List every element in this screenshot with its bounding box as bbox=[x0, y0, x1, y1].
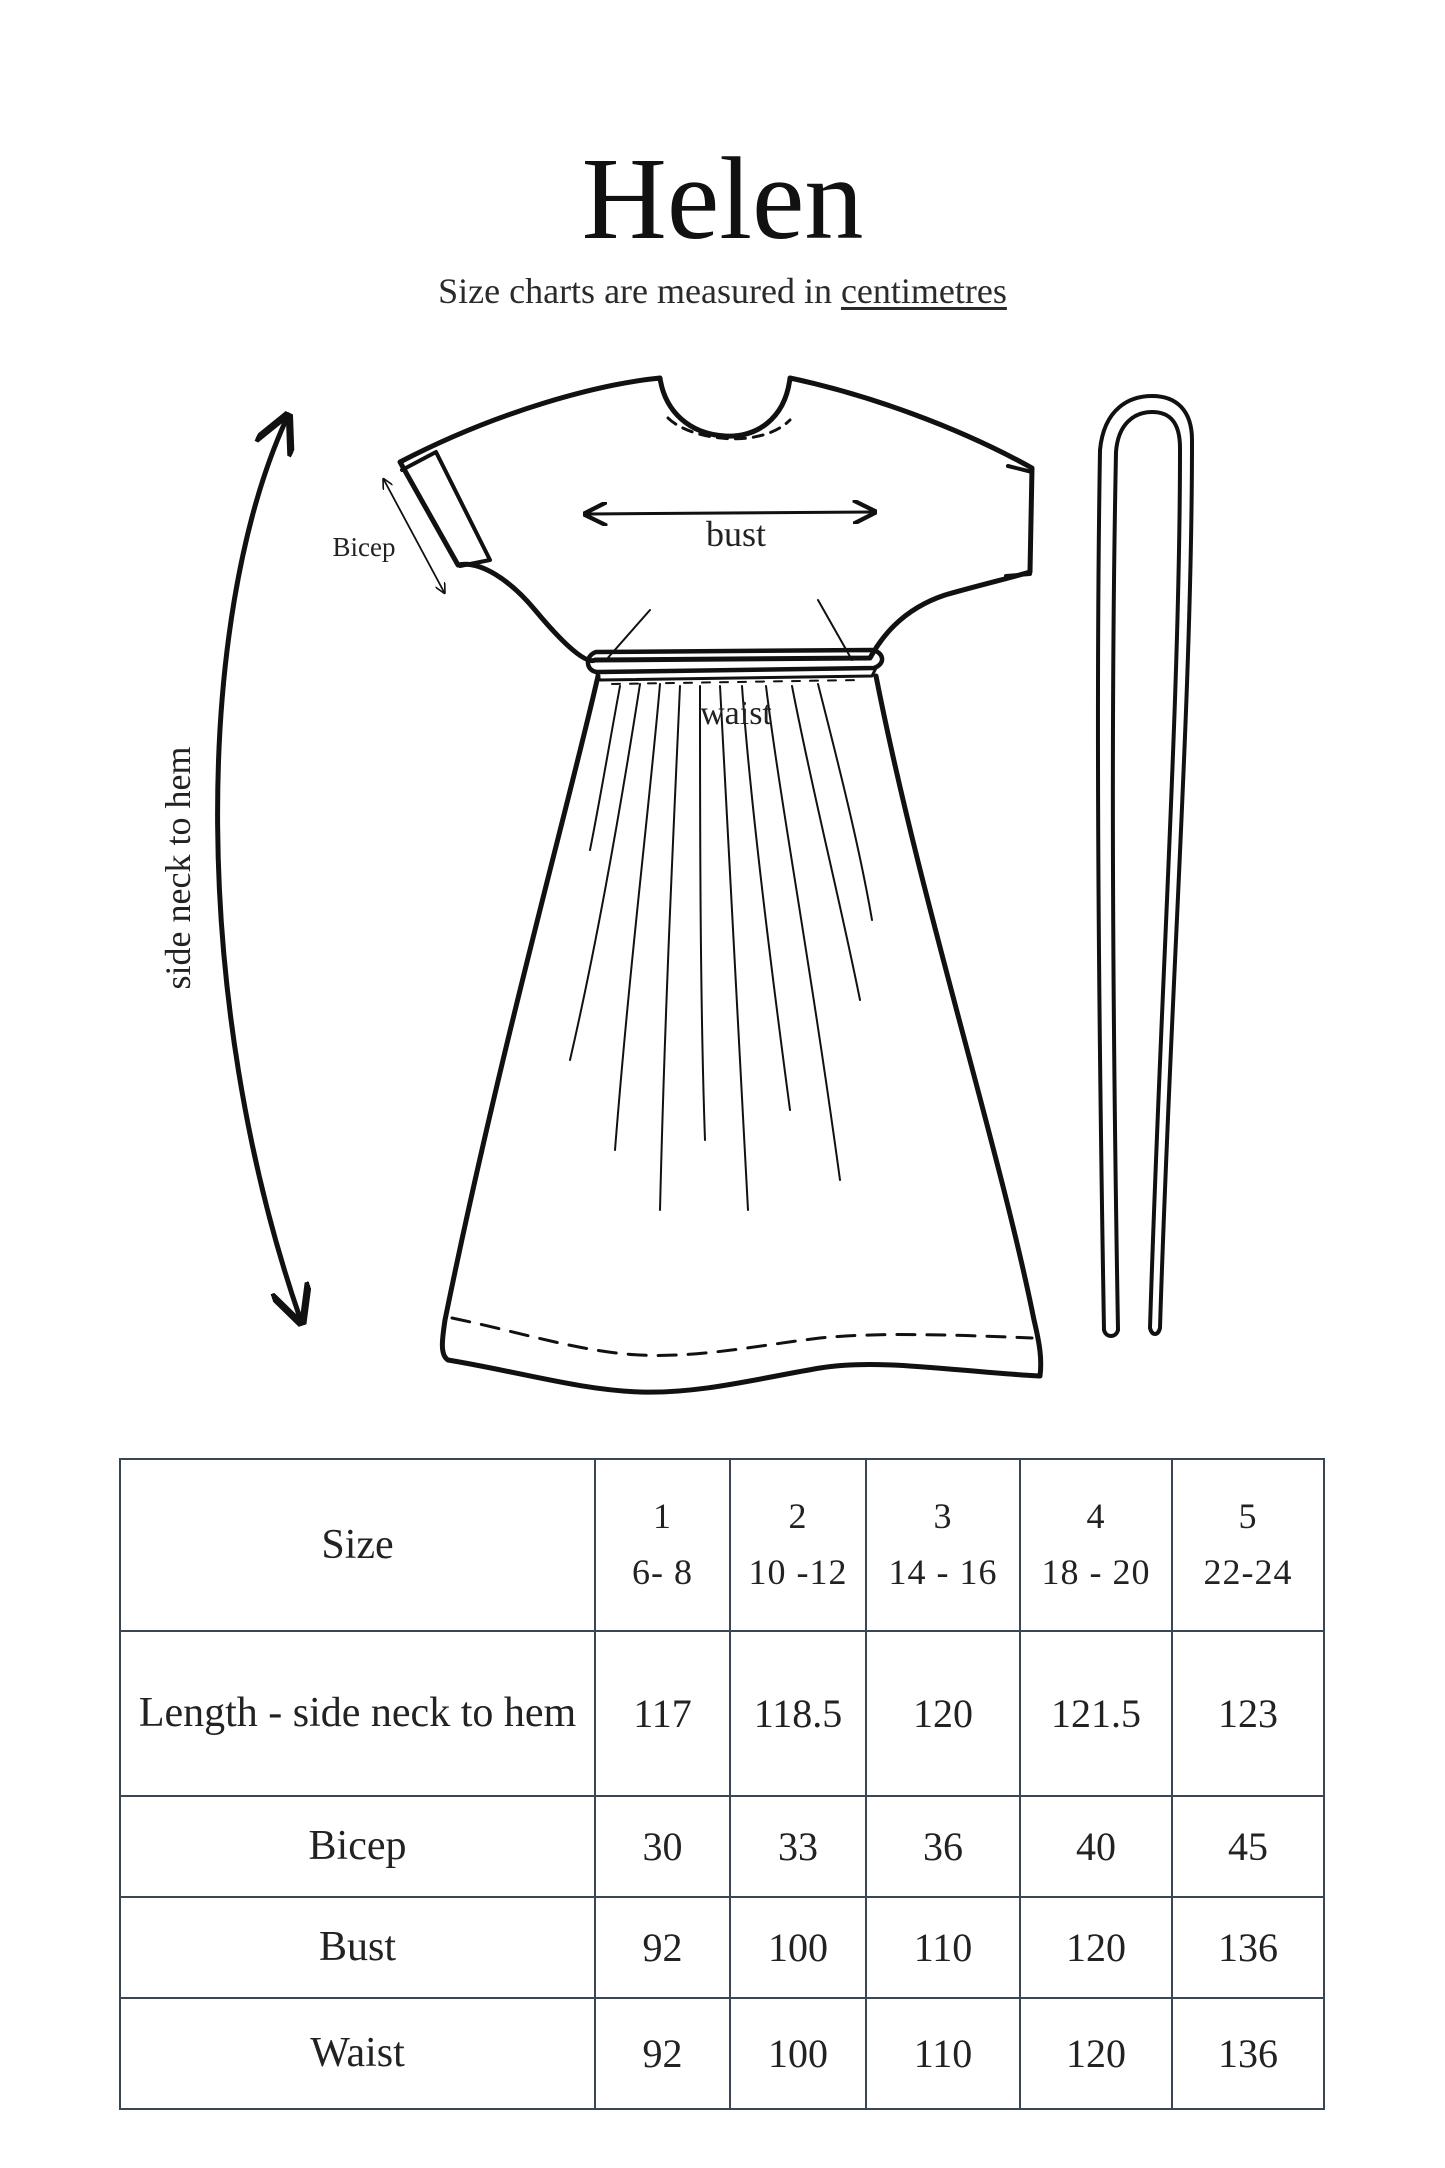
table-cell: 136 bbox=[1172, 1897, 1324, 1998]
size-header-cell bbox=[1020, 1459, 1172, 1631]
size-number: 5 bbox=[1238, 1496, 1258, 1537]
hem-stitch bbox=[452, 1318, 1032, 1355]
table-cell: 110 bbox=[866, 1897, 1020, 1998]
table-cell: 33 bbox=[730, 1796, 866, 1897]
size-range: 10 -12 bbox=[748, 1552, 848, 1592]
table-row bbox=[120, 1897, 1324, 1998]
table-cell: 30 bbox=[595, 1796, 730, 1897]
table-cell: 120 bbox=[866, 1631, 1020, 1796]
page-title: Helen bbox=[581, 133, 864, 264]
size-header-cell bbox=[730, 1459, 866, 1631]
size-number: 4 bbox=[1086, 1496, 1106, 1537]
table-cell: 118.5 bbox=[730, 1631, 866, 1796]
bust-label: bust bbox=[705, 514, 767, 554]
table-cell: 100 bbox=[730, 1998, 866, 2109]
size-range: 18 - 20 bbox=[1041, 1552, 1151, 1592]
length-label: side neck to hem bbox=[158, 746, 198, 990]
table-row bbox=[120, 1998, 1324, 2109]
belt-tie bbox=[1098, 396, 1192, 1336]
size-header-label: Size bbox=[120, 1459, 595, 1631]
bicep-label: Bicep bbox=[332, 532, 396, 562]
table-cell: 45 bbox=[1172, 1796, 1324, 1897]
size-header-cell bbox=[866, 1459, 1020, 1631]
size-number: 1 bbox=[653, 1496, 672, 1537]
size-header-cell bbox=[1172, 1459, 1324, 1631]
size-range: 6- 8 bbox=[632, 1552, 693, 1592]
waist-label: waist bbox=[700, 695, 772, 732]
size-chart-table bbox=[119, 1458, 1325, 2110]
size-range: 14 - 16 bbox=[888, 1552, 998, 1592]
table-row bbox=[120, 1796, 1324, 1897]
skirt-outline bbox=[442, 676, 1040, 1392]
size-number: 2 bbox=[788, 1496, 808, 1537]
table-cell: 121.5 bbox=[1020, 1631, 1172, 1796]
table-cell: 123 bbox=[1172, 1631, 1324, 1796]
table-cell: 117 bbox=[595, 1631, 730, 1796]
left-sleeve-cuff bbox=[402, 452, 490, 566]
table-cell: 120 bbox=[1020, 1998, 1172, 2109]
skirt-gathers bbox=[570, 684, 872, 1210]
size-header-cell bbox=[595, 1459, 730, 1631]
bust-row-label: Bust bbox=[120, 1897, 595, 1998]
waist-row-label: Waist bbox=[120, 1998, 595, 2109]
table-cell: 92 bbox=[595, 1897, 730, 1998]
table-cell: 136 bbox=[1172, 1998, 1324, 2109]
length-arrow bbox=[218, 420, 300, 1318]
size-number: 3 bbox=[933, 1496, 953, 1537]
table-cell: 92 bbox=[595, 1998, 730, 2109]
table-cell: 120 bbox=[1020, 1897, 1172, 1998]
table-row bbox=[120, 1631, 1324, 1796]
table-cell: 36 bbox=[866, 1796, 1020, 1897]
table-cell: 100 bbox=[730, 1897, 866, 1998]
length-row-label: Length - side neck to hem bbox=[120, 1631, 595, 1796]
table-row bbox=[120, 1459, 1324, 1631]
subtitle-text: Size charts are measured in bbox=[438, 271, 841, 311]
size-range: 22-24 bbox=[1203, 1552, 1293, 1592]
table-cell: 40 bbox=[1020, 1796, 1172, 1897]
bicep-row-label: Bicep bbox=[120, 1796, 595, 1897]
unit-label: centimetres bbox=[840, 271, 1007, 311]
table-cell: 110 bbox=[866, 1998, 1020, 2109]
